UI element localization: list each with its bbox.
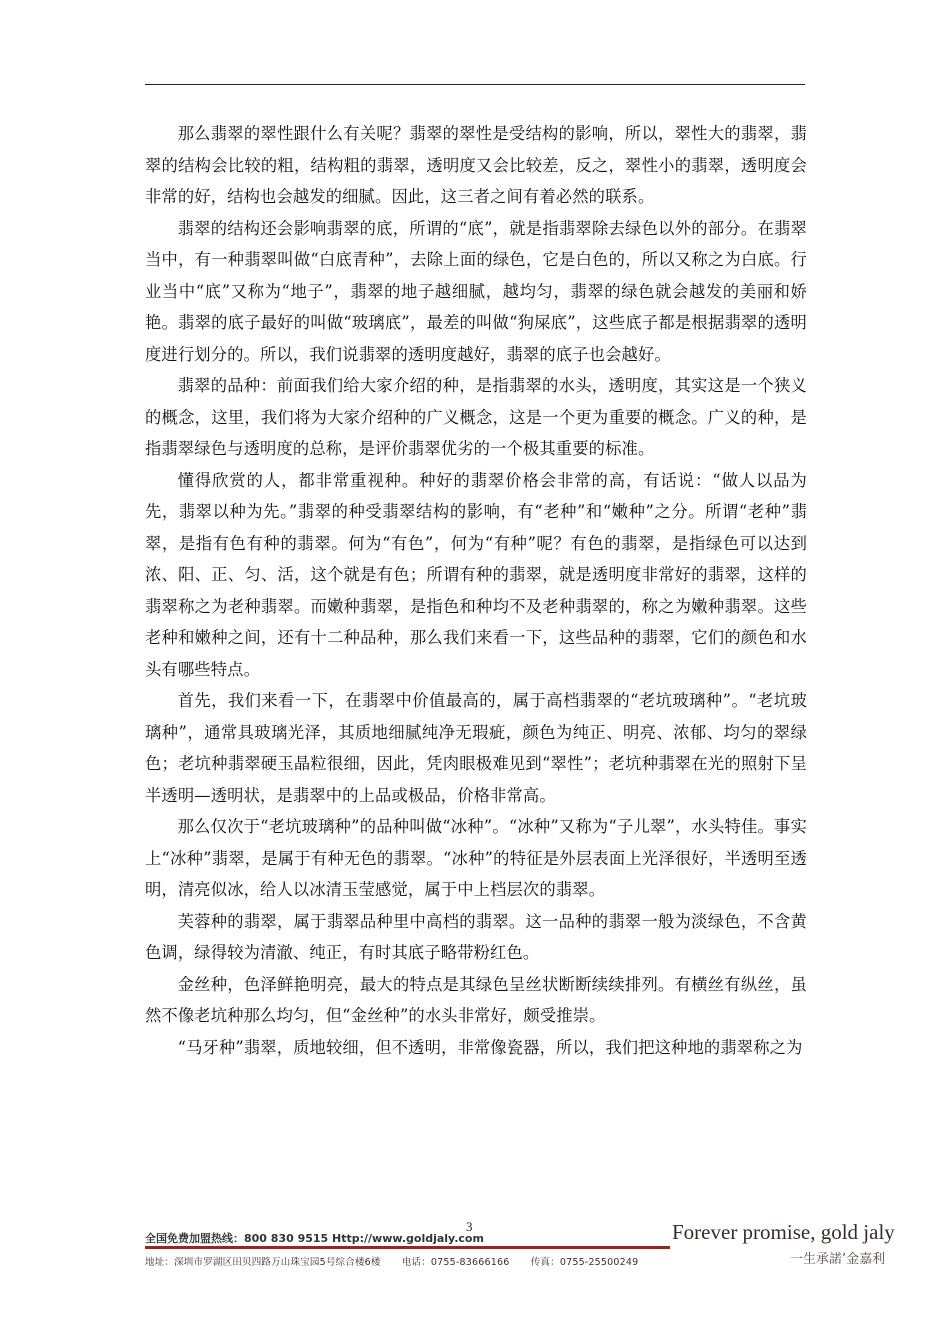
footer-fax: 传真：0755-25500249 [530, 1257, 639, 1268]
footer-rule [145, 1246, 670, 1249]
header-rule [145, 84, 805, 85]
footer-address: 地址：深圳市罗湖区田贝四路万山珠宝园5号综合楼6楼 [145, 1257, 381, 1268]
paragraph-7: 芙蓉种的翡翠，属于翡翠品种里中高档的翡翠。这一品种的翡翠一般为淡绿色，不含黄色调，绿得较为清澈、纯正，有时其底子略带粉红色。 [145, 911, 807, 962]
paragraph-3: 翡翠的品种：前面我们给大家介绍的种，是指翡翠的水头，透明度，其实这是一个狭义的概念，这里，我们将为大家介绍种的广义概念，这是一个更为重要的概念。广义的种，是指翡翠绿色与透明度的总称，是评价翡翠优劣的一个极其重要的标准。 [145, 376, 807, 458]
paragraph-9: “马牙种”翡翠，质地较细，但不透明，非常像瓷器，所以，我们把这种地的翡翠称之为 [177, 1037, 803, 1057]
footer-contact [145, 1254, 656, 1268]
paragraph-6: 那么仅次于“老坑玻璃种”的品种叫做“冰种”。“冰种”又称为“子儿翠”，水头特佳。事实上“冰种”翡翠，是属于有种无色的翡翠。“冰种”的特征是外层表面上光泽很好，半透明至透明，清亮似冰，给人以冰清玉莹感觉，属于中上档层次的翡翠。 [145, 817, 807, 899]
document-body [145, 118, 807, 1063]
paragraph-5: 首先，我们来看一下，在翡翠中价值最高的，属于高档翡翠的“老坑玻璃种”。“老坑玻璃种”，通常具玻璃光泽，其质地细腻纯净无瑕疵，颜色为纯正、明亮、浓郁、均匀的翠绿色；老坑种翡翠硬玉晶粒很细，因此，凭肉眼极难见到“翠性”；老坑种翡翠在光的照射下呈半透明—透明状，是翡翠中的上品或极品，价格非常高。 [145, 691, 807, 805]
brand-slogan-chinese: 一生承諾’金嘉利 [790, 1252, 886, 1267]
footer-hotline: 全国免费加盟热线：800 830 9515 Http://www.goldjaly.com [145, 1232, 484, 1245]
footer-phone: 电话：0755-83666166 [401, 1257, 510, 1268]
paragraph-8: 金丝种，色泽鲜艳明亮，最大的特点是其绿色呈丝状断断续续排列。有横丝有纵丝，虽然不像老坑种那么均匀，但“金丝种”的水头非常好，颇受推崇。 [145, 974, 807, 1025]
paragraph-4: 懂得欣赏的人，都非常重视种。种好的翡翠价格会非常的高，有话说：“做人以品为先，翡翠以种为先。”翡翠的种受翡翠结构的影响，有“老种”和“嫩种”之分。所谓“老种”翡翠，是指有色有种的翡翠。何为“有色”，何为“有种”呢？有色的翡翠，是指绿色可以达到浓、阳、正、匀、活，这个就是有色；所谓有种的翡翠，就是透明度非常好的翡翠，这样的翡翠称之为老种翡翠。而嫩种翡翠，是指色和种均不及老种翡翠的，称之为嫩种翡翠。这些老种和嫩种之间，还有十二种品种，那么我们来看一下，这些品种的翡翠，它们的颜色和水头有哪些特点。 [145, 470, 807, 679]
paragraph-2: 翡翠的结构还会影响翡翠的底，所谓的“底”，就是指翡翠除去绿色以外的部分。在翡翠当中，有一种翡翠叫做“白底青种”，去除上面的绿色，它是白色的，所以又称之为白底。行业当中“底”又称为“地子”，翡翠的地子越细腻，越均匀，翡翠的绿色就会越发的美丽和娇艳。翡翠的底子最好的叫做“玻璃底”，最差的叫做“狗屎底”，这些底子都是根据翡翠的透明度进行划分的。所以，我们说翡翠的透明度越好，翡翠的底子也会越好。 [145, 218, 807, 364]
paragraph-1: 那么翡翠的翠性跟什么有关呢？翡翠的翠性是受结构的影响，所以，翠性大的翡翠，翡翠的结构会比较的粗，结构粗的翡翠，透明度又会比较差，反之，翠性小的翡翠，透明度会非常的好，结构也会越发的细腻。因此，这三者之间有着必然的联系。 [145, 124, 807, 206]
brand-slogan: Forever promise, gold jaly [672, 1220, 895, 1244]
page-number: 3 [466, 1219, 473, 1234]
